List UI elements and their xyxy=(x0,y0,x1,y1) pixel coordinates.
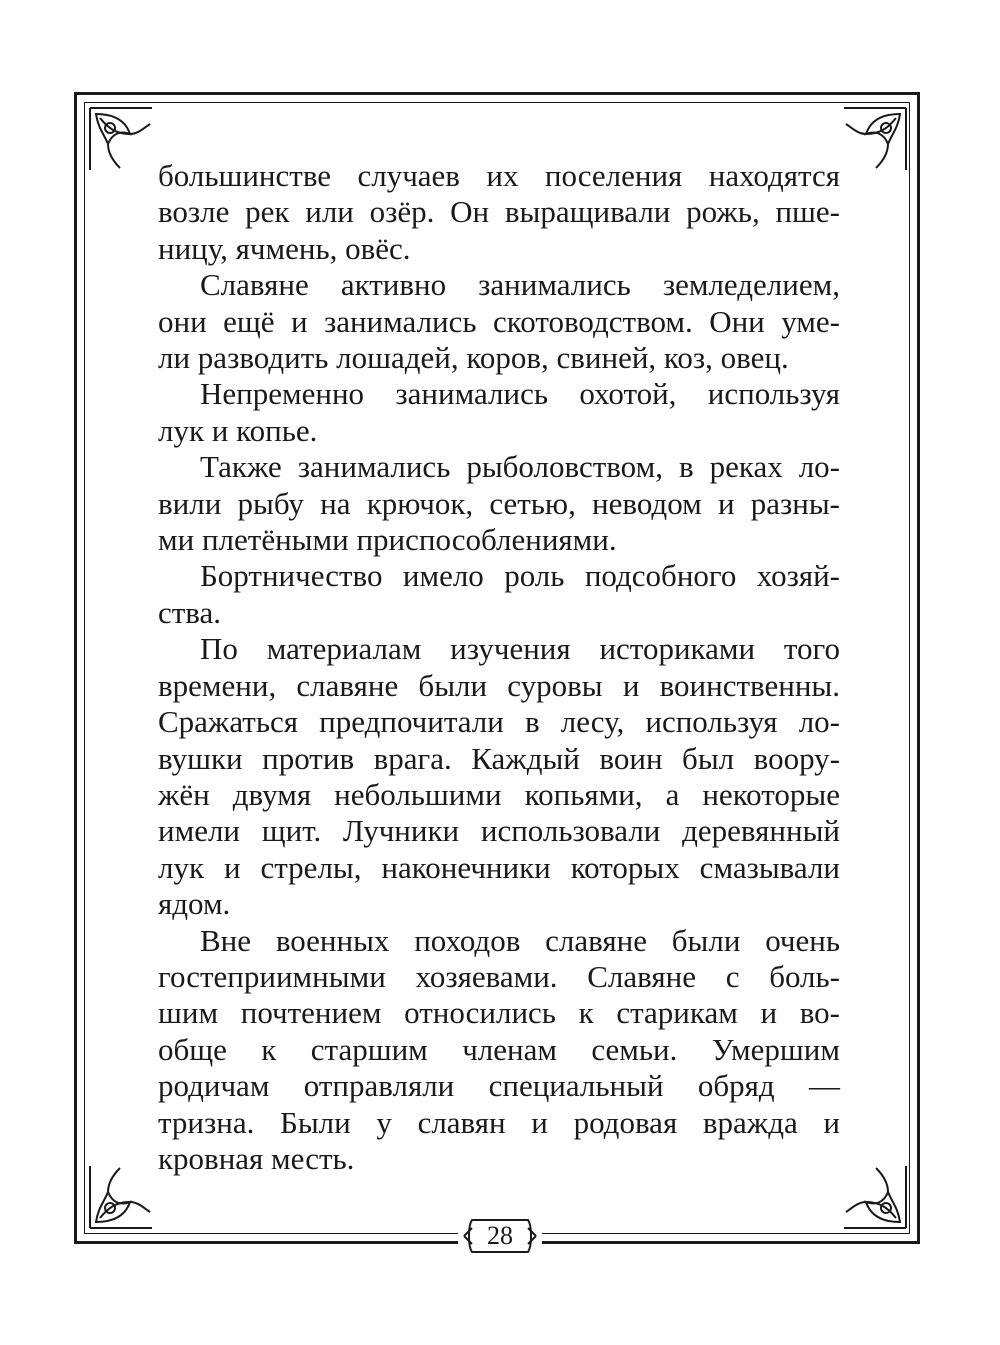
paragraph xyxy=(158,267,840,376)
text-line: ми плетёными приспособлениями. xyxy=(158,522,617,558)
text-line: большинстве случаев их поселения находятся xyxy=(158,158,840,193)
page-number-badge xyxy=(458,1212,542,1260)
text-line: кровная месть. xyxy=(158,1140,355,1176)
text-line: обще к старшим членам семьи. Умершим xyxy=(158,1031,840,1067)
text-line: вили рыбу на крючок, сетью, неводом и разны- xyxy=(158,485,840,521)
text-line: Вне военных походов славяне были очень xyxy=(200,922,840,958)
text-line: Также занимались рыболовством, в реках ло- xyxy=(200,449,840,485)
text-line: Сражаться предпочитали в лесу, используя ло- xyxy=(158,704,840,740)
text-line: гостеприимными хозяевами. Славяне с боль- xyxy=(158,958,840,994)
paragraph xyxy=(158,376,840,449)
text-line: жён двумя небольшими копьями, а некоторые xyxy=(158,776,840,812)
text-line: По материалам изучения историками того xyxy=(200,631,840,667)
paragraph xyxy=(158,558,840,631)
paragraph xyxy=(158,449,840,558)
page-number: 28 xyxy=(487,1221,513,1250)
text-line: ства. xyxy=(158,594,222,630)
text-line: ницу, ячмень, овёс. xyxy=(158,230,411,266)
corner-ornament-icon xyxy=(840,1162,910,1232)
text-line: времени, славяне были суровы и воинственны. xyxy=(158,667,840,703)
text-line: они ещё и занимались скотоводством. Они уме- xyxy=(158,303,840,339)
text-line: имели щит. Лучники использовали деревянный xyxy=(158,813,840,849)
text-line: шим почтением относились к старикам и во- xyxy=(158,995,840,1031)
text-line: Непременно занимались охотой, используя xyxy=(200,376,840,412)
corner-ornament-icon xyxy=(86,104,156,174)
text-line: родичам отправляли специальный обряд — xyxy=(158,1068,840,1104)
body-text xyxy=(158,158,840,1177)
text-line: ядом. xyxy=(158,886,231,922)
corner-ornament-icon xyxy=(86,1162,156,1232)
text-line: вушки против врага. Каждый воин был воору- xyxy=(158,740,840,776)
text-line: лук и копье. xyxy=(158,412,318,448)
paragraph xyxy=(158,923,840,1178)
text-line: Славяне активно занимались земледелием, xyxy=(200,267,840,303)
text-line: Бортничество имело роль подсобного хозяй- xyxy=(200,558,840,594)
text-line: лук и стрелы, наконечники которых смазывали xyxy=(158,849,840,885)
corner-ornament-icon xyxy=(840,104,910,174)
paragraph xyxy=(158,631,840,922)
text-line: возле рек или озёр. Он выращивали рожь, пше- xyxy=(158,194,840,230)
paragraph xyxy=(158,158,840,267)
text-line: тризна. Были у славян и родовая вражда и xyxy=(158,1104,840,1140)
text-line: ли разводить лошадей, коров, свиней, коз, овец. xyxy=(158,340,789,376)
